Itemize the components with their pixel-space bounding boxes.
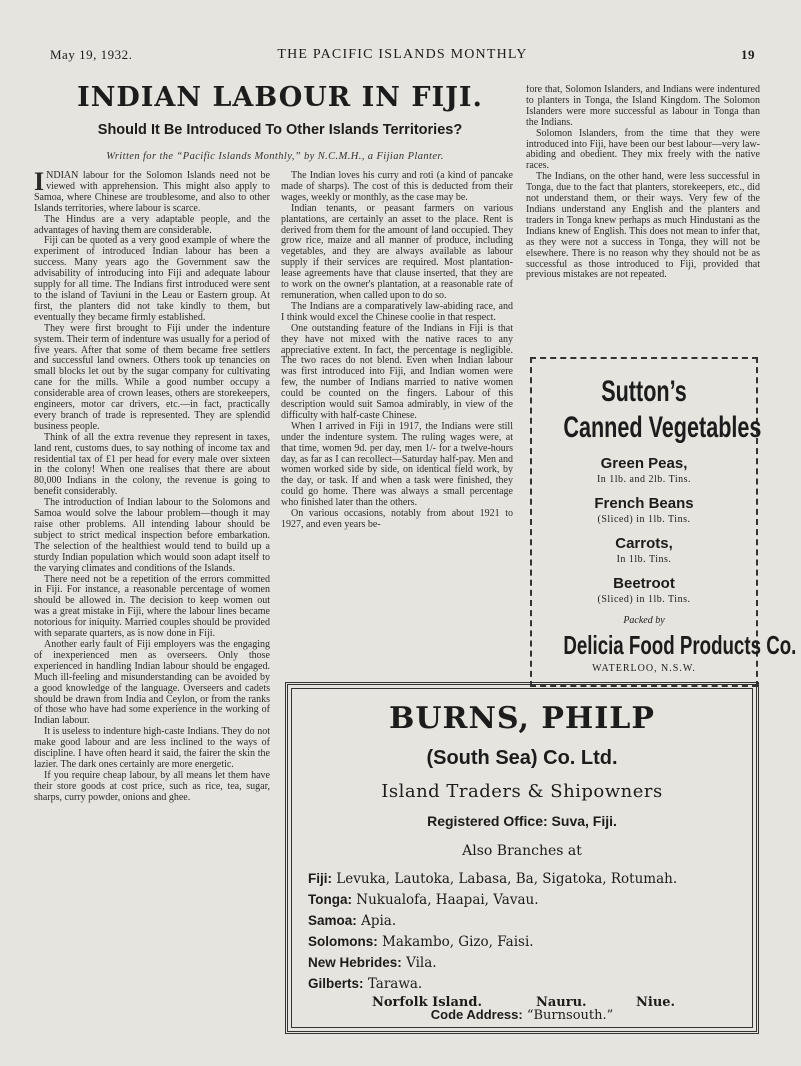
branch-row: Tonga: Nukualofa, Haapai, Vavau.	[308, 892, 539, 908]
registered-office: Registered Office: Suva, Fiji.	[427, 813, 617, 829]
packed-by-label: Packed by	[623, 615, 665, 626]
paragraph: Fiji can be quoted as a very good example of where the experiment of introduced Indian labour has been a success. Many years ago the Government saw the advisability of introducing into Fiji and adequate labour supply for all time. The Indians first introduced were sent to the island of Taviuni in the Leau or Eastern group. At first, the planters did not take kindly to them, but eventually they became firmly established.	[34, 235, 270, 323]
paragraph: One outstanding feature of the Indians in Fiji is that they have not mixed with the native races to any appreciative extent. In fact, the percentage is negligible. The two races do not blend. Even when Indian labour was first introduced into Fiji, and Indian women were few, the number of Indians married to native women could be counted on the fingers. Labour of this description would suit Samoa admirably, in view of the difficulty with half-caste Chinese.	[281, 322, 513, 421]
paragraph: The Hindus are a very adaptable people, and the advantages of having them are considerable.	[34, 213, 270, 236]
product-name: French Beans	[594, 495, 694, 512]
ad-company-name: Delicia Food Products Co.	[563, 630, 797, 660]
branch-row: New Hebrides: Vila.	[308, 955, 437, 971]
ad-company-location: WATERLOO, N.S.W.	[592, 663, 696, 674]
product-name: Beetroot	[613, 575, 675, 592]
ad-tagline: Island Traders & Shipowners	[381, 781, 663, 802]
branch-niue: Niue.	[636, 995, 676, 1010]
article-column-1	[34, 171, 270, 1041]
product-detail: (Sliced) in 1lb. Tins.	[597, 514, 691, 525]
product-detail: In 1lb. Tins.	[616, 554, 672, 565]
paragraph: It is useless to indenture high-caste Indians. They do not make good labour and are less inclined to the ways of discipline. I have often heard it said, the fairer the skin the lazier. The dark ones certainly are more energetic.	[34, 726, 270, 770]
paragraph: On various occasions, notably from about 1921 to 1927, and even years be-	[281, 508, 513, 530]
paragraph: Solomon Islanders, from the time that they were introduced into Fiji, have been our best labour—very law-abiding and obedient. They mix freely with the native races.	[526, 127, 760, 172]
paragraph: Think of all the extra revenue they represent in taxes, land rent, customs dues, to say nothing of income tax and residential tax of £1 per head for every male over sixteen in the colony! When one realises that there are about 80,000 Indians in the colony, the revenue is going to benefit considerably.	[34, 431, 270, 498]
paragraph: The Indians are a comparatively law-abiding race, and I think would excel the Chinese coolie in that respect.	[281, 300, 513, 323]
paragraph: Indian tenants, or peasant farmers on various plantations, are certainly an asset to the place. Rent is derived from them for the amount of land occupied. They grow rice, maize and all manner of produce, including vegetables, and they are always available as labour supply if their services are required. Most plantation-lease agreements have that clause inserted, that they are to work on the owner's plantation, at a reasonable rate of remuneration, when called upon to do so.	[281, 202, 513, 301]
paragraph: The Indian loves his curry and roti (a kind of pancake made of sharps). The cost of this is deducted from their wages, weekly or monthly, as the case may be.	[281, 171, 513, 203]
article-byline: Written for the “Pacific Islands Monthly,” by N.C.M.H., a Fijian Planter.	[106, 151, 444, 162]
article-column-2	[281, 171, 513, 667]
paragraph: If you require cheap labour, by all means let them have their store goods at cost price, such as rice, tea, sugar, sharps, curry powder, onions and ghee.	[34, 769, 270, 803]
paragraph: They were first brought to Fiji under the indenture system. Their term of indenture was usually for a period of five years. After that some of them became free settlers and successful land owners. Others took up tenancies on small blocks let out by the sugar company for cultivating cane for the mills. While a good number occupy a considerable area of crown leases, others are storekeepers, engineers, motor car drivers, etc.—in fact, practically every branch of trade is represented. They are splendid business people.	[34, 322, 270, 432]
branch-nauru: Nauru.	[536, 995, 587, 1010]
article-subtitle: Should It Be Introduced To Other Islands Territories?	[97, 122, 463, 138]
ad-brand-line-1: Sutton’s	[601, 375, 687, 408]
paragraph: There need not be a repetition of the errors committed in Fiji. For instance, a reasonable percentage of women should be allowed in. The decision to keep women out was a great mistake in Fiji, where the labour lines became notorious for iniquity. Married couples should be provided with separate quarters, as is now done in Fiji.	[34, 573, 270, 640]
page-number: 19	[741, 47, 755, 62]
ad-brand-line-2: Canned Vegetables	[563, 411, 762, 444]
product-name: Carrots,	[615, 535, 673, 552]
product-detail: (Sliced) in 1lb. Tins.	[597, 594, 691, 605]
branch-row: Gilberts: Tarawa.	[308, 976, 423, 992]
running-header	[50, 47, 755, 65]
paragraph: The introduction of Indian labour to the Solomons and Samoa would solve the labour problem—though it may raise other problems. All intending labour should be subject to strict medical inspection before embarkation. The selection of the healthiest would tend to build up a sturdy Indian population which would soon adapt itself to the varying climates and conditions of the Islands.	[34, 497, 270, 574]
branch-row: Fiji: Levuka, Lautoka, Labasa, Ba, Sigatoka, Rotumah.	[308, 871, 678, 887]
code-address: Code Address: “Burnsouth.”	[430, 1007, 614, 1023]
issue-date: May 19, 1932.	[50, 47, 133, 62]
paragraph: fore that, Solomon Islanders, and Indians were indentured to planters in Tonga, the Island Kingdom. The Solomon Islanders were more successful as labour in Tonga than the Indians.	[526, 85, 760, 128]
branch-row: Solomons: Makambo, Gizo, Faisi.	[308, 934, 534, 950]
ad-company-subtitle: (South Sea) Co. Ltd.	[426, 747, 618, 769]
article-column-3	[526, 85, 760, 347]
ad-company-name: BURNS, PHILP	[389, 701, 655, 736]
product-detail: In 1lb. and 2lb. Tins.	[596, 474, 692, 485]
paragraph: INDIAN labour for the Solomon Islands need not be viewed with apprehension. This might also apply to Samoa, where Chinese are troublesome, and also to other Islands territories, where labour is scarce.	[34, 171, 270, 214]
publication-title: THE PACIFIC ISLANDS MONTHLY	[277, 47, 528, 62]
drop-cap: I	[34, 171, 45, 196]
branches-heading: Also Branches at	[462, 843, 582, 859]
paragraph: The Indians, on the other hand, were less successful in Tonga, due to the fact that planters, storekeepers, etc., did not understand them, or their ways. Very few of the Indians understand any English and the planters and traders in Tonga knew perhaps as much Hindustani as the Indians knew of English. This does not mean to infer that, as they were not a success in Tonga, they will not be elsewhere. There is no reason why they should not be as successful as those introduced to Fiji, provided that previous mistakes are not repeated.	[526, 171, 760, 281]
suttons-advertisement	[530, 357, 797, 687]
article-title: INDIAN LABOUR IN FIJI.	[77, 82, 483, 113]
branch-row: Samoa: Apia.	[308, 913, 397, 929]
paragraph: When I arrived in Fiji in 1917, the Indians were still under the indenture system. The ruling wages were, at that time, women 9d. per day, men 1/- for a twelve-hours day, as far as I can recollect—Saturday half-pay. Men and women worked side by side, on identical field work, by the day, or task. If and when a task were finished, they could go home. There was always a small percentage who finished later than the others.	[281, 420, 513, 509]
burns-philp-advertisement	[285, 682, 759, 1034]
paragraph: Another early fault of Fiji employers was the engaging of inexperienced men as overseers. Only those experienced in handling Indian labour should be engaged. Much ill-feeling and misunderstanding can be avoided by a good knowledge of the language. Overseers and cadets should be drawn from India and Ceylon, or from the ranks of those who have had some experience in the working of Indian labour.	[34, 638, 270, 727]
product-name: Green Peas,	[600, 455, 688, 472]
branch-norfolk: Norfolk Island.	[372, 995, 482, 1010]
